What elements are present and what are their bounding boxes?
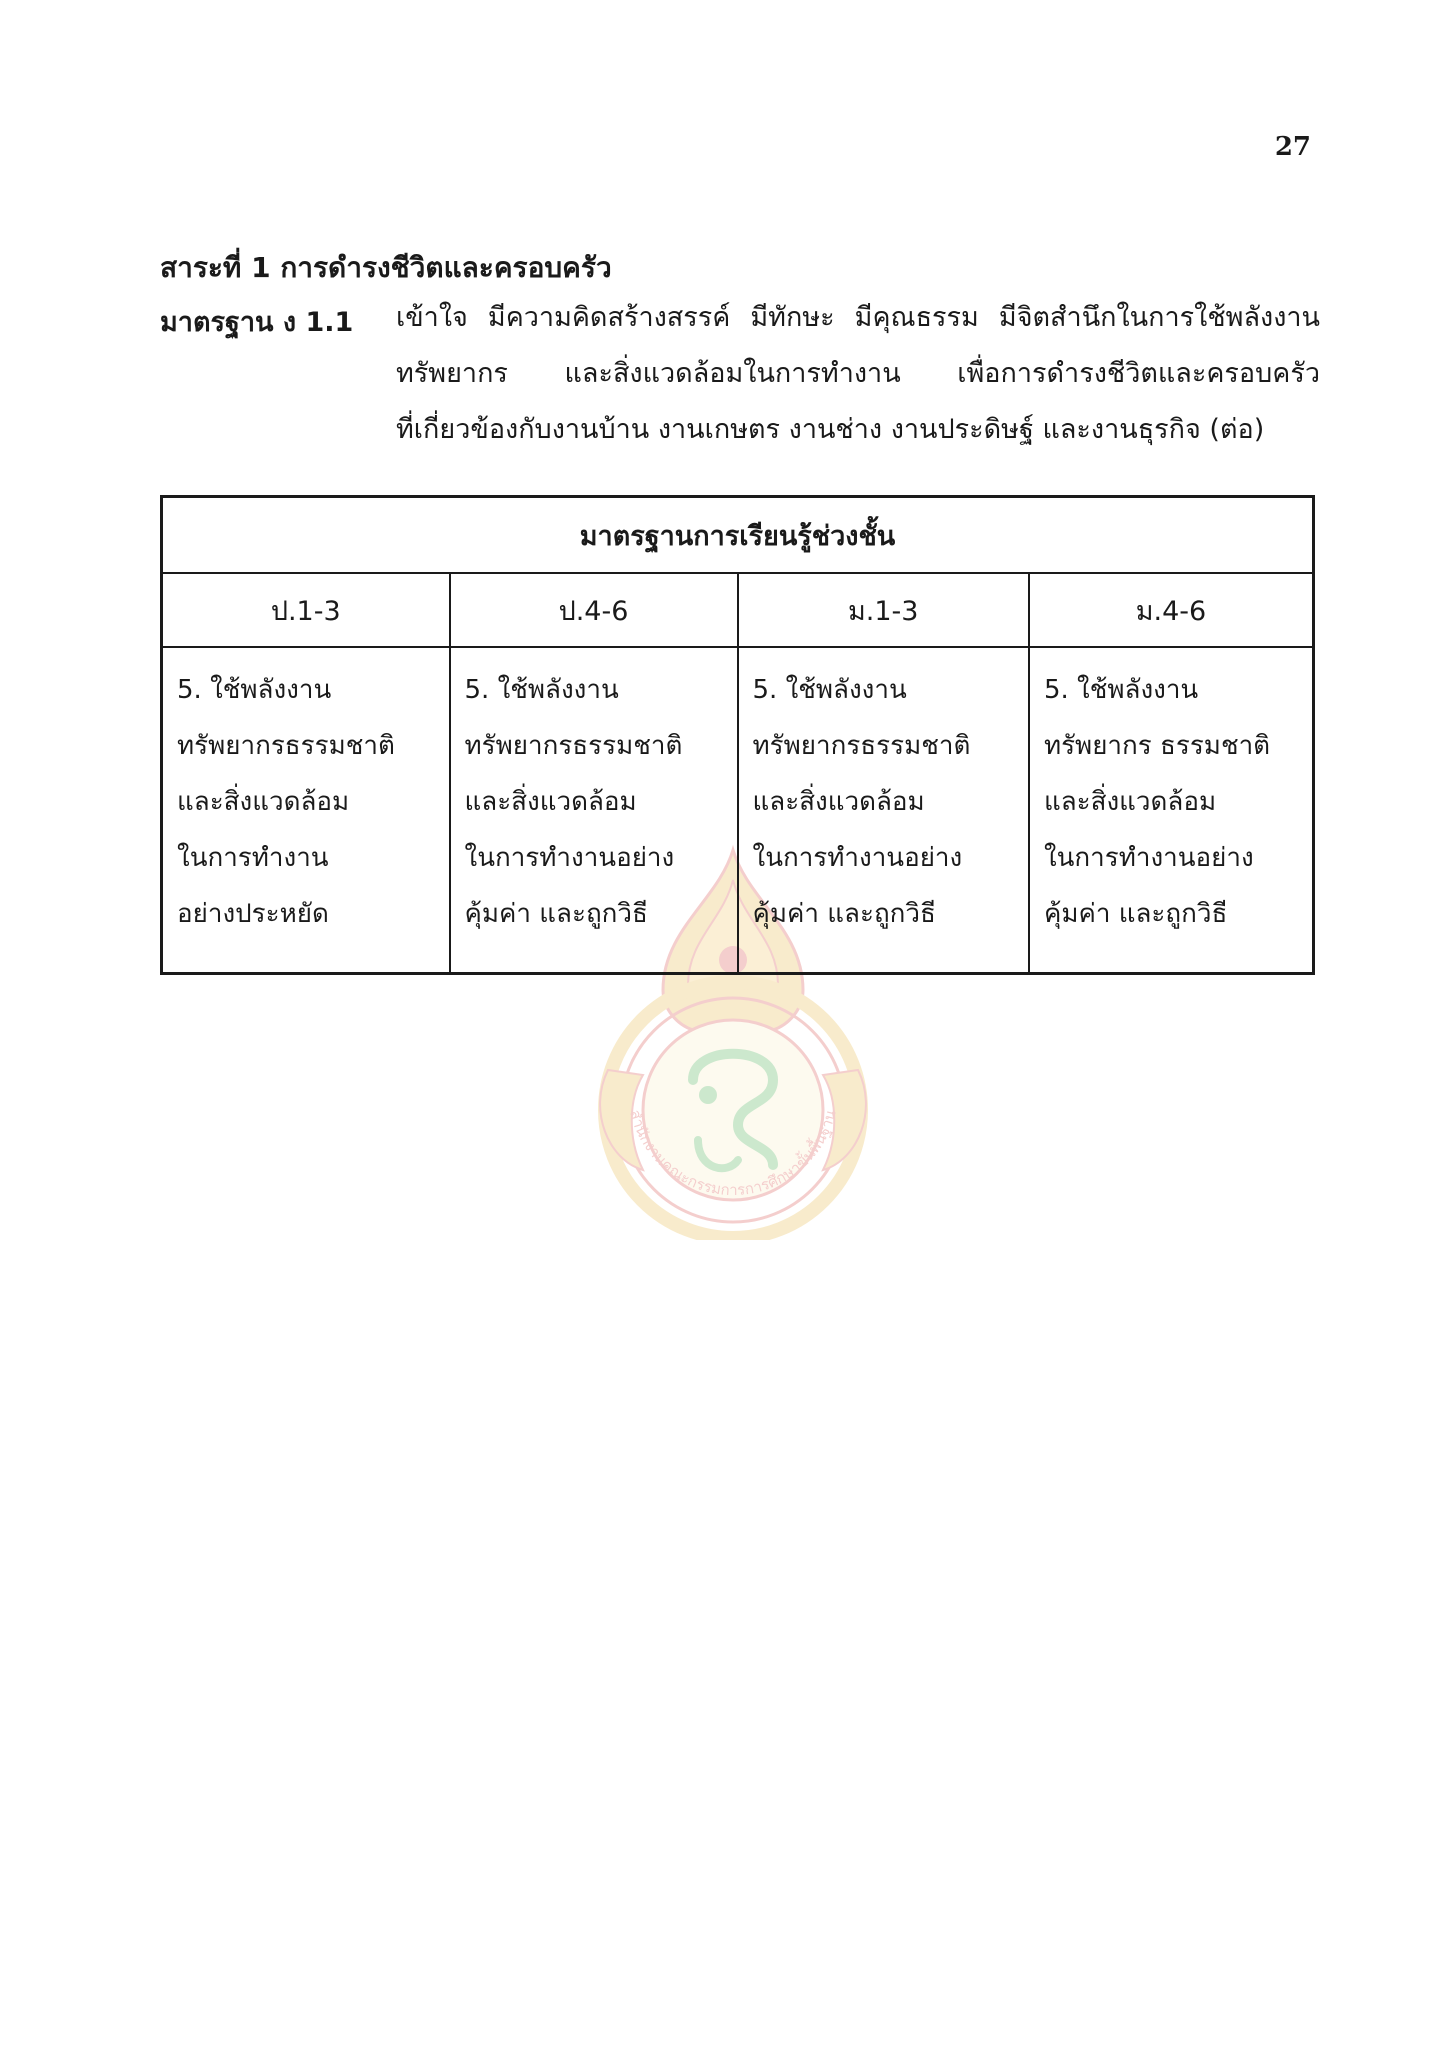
cell-line: ทรัพยากรธรรมชาติ — [464, 731, 683, 761]
grade-header: ม.4-6 — [1029, 573, 1314, 647]
cell-line: และสิ่งแวดล้อม — [177, 787, 350, 817]
cell-line: 5. ใช้พลังงาน — [752, 675, 907, 705]
cell-line: ทรัพยากรธรรมชาติ — [752, 731, 971, 761]
cell-line: และสิ่งแวดล้อม — [464, 787, 637, 817]
cell-line: ทรัพยากร ธรรมชาติ — [1043, 731, 1271, 761]
watermark-seal-text: สำนักงานคณะกรรมการการศึกษาขั้นพื้นฐาน — [626, 1107, 840, 1200]
cell-line: คุ้มค่า และถูกวิธี — [464, 899, 648, 929]
standard-cell — [450, 647, 738, 974]
standard-line: ทรัพยากร และสิ่งแวดล้อมในการทำงาน เพื่อการดำรงชีวิตและครอบครัว — [396, 358, 1320, 389]
grade-header: ป.4-6 — [450, 573, 738, 647]
table-title: มาตรฐานการเรียนรู้ช่วงชั้น — [162, 497, 1314, 574]
learning-standards-table — [160, 495, 1315, 975]
cell-line: และสิ่งแวดล้อม — [752, 787, 925, 817]
grade-header: ม.1-3 — [738, 573, 1029, 647]
grade-header: ป.1-3 — [162, 573, 450, 647]
cell-line: ในการทำงานอย่าง — [752, 843, 963, 873]
standard-cell — [1029, 647, 1314, 974]
cell-line: คุ้มค่า และถูกวิธี — [752, 899, 936, 929]
cell-line: 5. ใช้พลังงาน — [177, 675, 332, 705]
cell-line: ในการทำงานอย่าง — [464, 843, 675, 873]
cell-line: ในการทำงานอย่าง — [1043, 843, 1254, 873]
cell-line: คุ้มค่า และถูกวิธี — [1043, 899, 1228, 929]
cell-line: ทรัพยากรธรรมชาติ — [177, 731, 395, 761]
standard-label: มาตรฐาน ง 1.1 — [160, 307, 354, 338]
standard-cell — [162, 647, 450, 974]
cell-line: 5. ใช้พลังงาน — [1043, 675, 1199, 705]
page-number: 27 — [1274, 132, 1311, 162]
cell-line: และสิ่งแวดล้อม — [1043, 787, 1217, 817]
standard-cell — [738, 647, 1029, 974]
cell-line: อย่างประหยัด — [177, 899, 329, 929]
cell-line: ในการทำงาน — [177, 843, 329, 873]
standard-description — [396, 300, 1320, 468]
cell-line: 5. ใช้พลังงาน — [464, 675, 619, 705]
strand-title: สาระที่ 1 การดำรงชีวิตและครอบครัว — [160, 251, 612, 284]
standard-line: เข้าใจ มีความคิดสร้างสรรค์ มีทักษะ มีคุณธรรม มีจิตสำนึกในการใช้พลังงาน — [396, 302, 1320, 333]
standard-line: ที่เกี่ยวข้องกับงานบ้าน งานเกษตร งานช่าง งานประดิษฐ์ และงานธุรกิจ (ต่อ) — [396, 414, 1265, 445]
